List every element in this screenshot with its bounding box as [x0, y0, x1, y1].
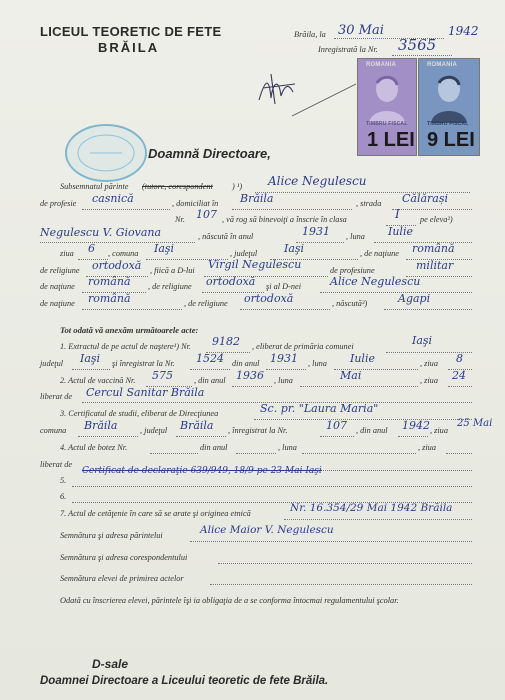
attachments-intro: Tot odată vă anexăm următoarele acte: [60, 325, 199, 335]
label-mother: şi al D-nei [266, 282, 302, 291]
label-father-profession: de profesiune [330, 266, 375, 275]
label-correspondent-signature: Semnătura şi adresa corespondentului [60, 553, 188, 562]
label-baptism-issuer: liberat de [40, 460, 73, 469]
label-profession: de profesie [40, 199, 77, 208]
label-day: ziua [60, 249, 74, 258]
father-religion: ortodoxă [206, 275, 256, 288]
label-day-3: , ziua [430, 426, 448, 435]
vaccine-month: Mai [340, 369, 362, 382]
label-vaccine-day: , ziua [420, 376, 438, 385]
label-nationality: , de naţiune [360, 249, 399, 258]
study-cert-county: Brăila [180, 419, 214, 432]
date-handwritten: 30 Mai [338, 23, 384, 38]
vaccine-day: 24 [452, 369, 466, 382]
label-vaccine-year: , din anul [194, 376, 226, 385]
registered-day: 8 [456, 352, 463, 365]
label-street: , strada [356, 199, 382, 208]
label-baptism-day: , ziua [418, 443, 436, 452]
label-baptism: 4. Actul de botez Nr. [60, 443, 128, 452]
label-mother-religion: , de religiune [184, 299, 228, 308]
birth-county: Iaşi [284, 242, 305, 255]
label-footnote-1: ) ¹) [232, 182, 243, 191]
label-registered-number: şi înregistrat la Nr. [112, 359, 175, 368]
birth-cert-county: Iaşi [80, 352, 101, 365]
mother-religion: ortodoxă [244, 292, 294, 305]
nationality-value: română [412, 242, 455, 255]
school-name: LICEUL TEORETIC DE FETE [40, 24, 222, 39]
birth-commune: Iaşi [154, 242, 175, 255]
label-registered-3: , înregistrat la Nr. [228, 426, 288, 435]
label-vaccine-issuer: liberat de [40, 392, 73, 401]
profession-value: casnică [92, 192, 134, 205]
label-parent-signature: Semnătura şi adresa părintelui [60, 531, 163, 540]
ink-seal-icon [60, 118, 152, 188]
label-birth-month: , luna [346, 232, 365, 241]
mother-maiden-name: Agapi [398, 292, 431, 305]
label-religion: de religiune [40, 266, 80, 275]
label-issued-by: , eliberat de primăria comunei [252, 342, 354, 351]
label-number: Nr. [175, 215, 185, 224]
label-vaccine: 2. Actul de vaccină Nr. [60, 376, 136, 385]
citizenship-value: Nr. 16.354/29 Mai 1942 Brăila [290, 502, 453, 514]
school-city: BRĂILA [98, 40, 160, 55]
student-name: Negulescu V. Giovana [40, 226, 162, 239]
birth-year: 1931 [302, 225, 330, 238]
footer-salutation: D-sale [92, 657, 129, 671]
father-name: Virgil Negulescu [208, 258, 302, 271]
vaccine-issuer: Cercul Sanitar Brăila [86, 386, 205, 399]
pencil-mark-icon [290, 80, 360, 120]
study-cert-year: 1942 [402, 419, 430, 432]
study-cert-school: Sc. pr. "Laura Maria" [260, 402, 379, 415]
study-cert-number: 107 [326, 419, 347, 432]
label-tutor-struck: (tutore, corespondent [142, 182, 213, 191]
label-parent: Subsemnatul părinte [60, 182, 129, 191]
fiscal-stamp-9-lei: ROMANIA TIMBRU FISCAL 9 LEI [418, 58, 480, 156]
street-number-value: 107 [196, 208, 217, 221]
study-cert-day: 25 Mai [457, 418, 493, 429]
birth-cert-commune: Iaşi [412, 334, 433, 347]
date-label: Brăila, la [294, 30, 326, 39]
birth-day: 6 [88, 242, 95, 255]
label-student-signature: Semnătura elevei de primirea actelor [60, 574, 184, 583]
parent-name: Alice Negulescu [268, 174, 367, 188]
label-domicile: , domiciliat în [172, 199, 219, 208]
religion-value: ortodoxă [92, 259, 142, 272]
year: 1942 [448, 24, 479, 38]
street-value: Călărași [402, 192, 449, 205]
item-5-struck-note: Certificat de declaraţie 639/949, 18/9 pe 23 Mai Iaşi [82, 466, 322, 476]
label-birth-cert: 1. Extractul de pe actul de naştere¹) Nr. [60, 342, 191, 351]
vaccine-number: 575 [152, 369, 173, 382]
domicile-value: Brăila [240, 192, 274, 205]
label-vaccine-month: , luna [274, 376, 293, 385]
registered-number: 1524 [196, 352, 224, 365]
label-study-cert: 3. Certificatul de studii, eliberat de Direcţiunea [60, 409, 219, 418]
closing-statement: Odată cu înscrierea elevei, părintele îşi ia obligaţia de a se conforma întocmai regulamentului şcolar. [60, 596, 399, 605]
registration-number: 3565 [398, 36, 437, 54]
footer-addressee: Doamnei Directoare a Liceului teoretic de fete Brăila. [40, 675, 329, 687]
registration-label: Inregistrată la Nr. [318, 45, 378, 54]
registered-year: 1931 [270, 352, 298, 365]
class-value: I [395, 207, 400, 221]
label-citizenship: 7. Actul de cetăţenie în care să se arate şi originea etnică [60, 509, 251, 518]
label-county-3: , judeţul [140, 426, 168, 435]
parent-signature: Alice Maior V. Negulescu [200, 524, 334, 536]
label-baptism-month: , luna [278, 443, 297, 452]
vaccine-year: 1936 [236, 369, 264, 382]
fiscal-stamp-1-lei: ROMANIA TIMBRU FISCAL 1 LEI [357, 58, 417, 156]
label-born: , născută³) [332, 299, 368, 308]
label-baptism-year: din anul [200, 443, 228, 452]
label-county-2: judeţul [40, 359, 64, 368]
label-birth-year: , născută în anul [198, 232, 254, 241]
mother-name: Alice Negulescu [330, 275, 421, 288]
registered-month: Iulie [350, 352, 375, 365]
label-commune: , comuna [108, 249, 139, 258]
label-daughter-of: , fiică a D-lui [150, 266, 195, 275]
label-request-class: , vă rog să binevoiţi a înscrie în clasa [222, 215, 347, 224]
mother-nationality: română [88, 292, 131, 305]
label-commune-3: comuna [40, 426, 67, 435]
label-student: pe eleva²) [420, 215, 453, 224]
birth-cert-number: 9182 [212, 335, 240, 348]
label-year-3: , din anul [356, 426, 388, 435]
father-profession: militar [416, 259, 454, 272]
label-father-religion: , de religiune [148, 282, 192, 291]
label-month-2: , luna [308, 359, 327, 368]
father-nationality: română [88, 275, 131, 288]
label-item-5: 5. [60, 476, 67, 485]
study-cert-commune: Brăila [84, 419, 118, 432]
letter-title: Doamnă Directoare, [148, 146, 271, 161]
label-mother-nationality: de naţiune [40, 299, 75, 308]
birth-month: Iulie [388, 225, 413, 238]
label-county: , judeţul [230, 249, 258, 258]
label-item-6: 6. [60, 492, 67, 501]
label-day-2: , ziua [420, 359, 438, 368]
label-year-2: din anul [232, 359, 260, 368]
label-father-nationality: de naţiune [40, 282, 75, 291]
